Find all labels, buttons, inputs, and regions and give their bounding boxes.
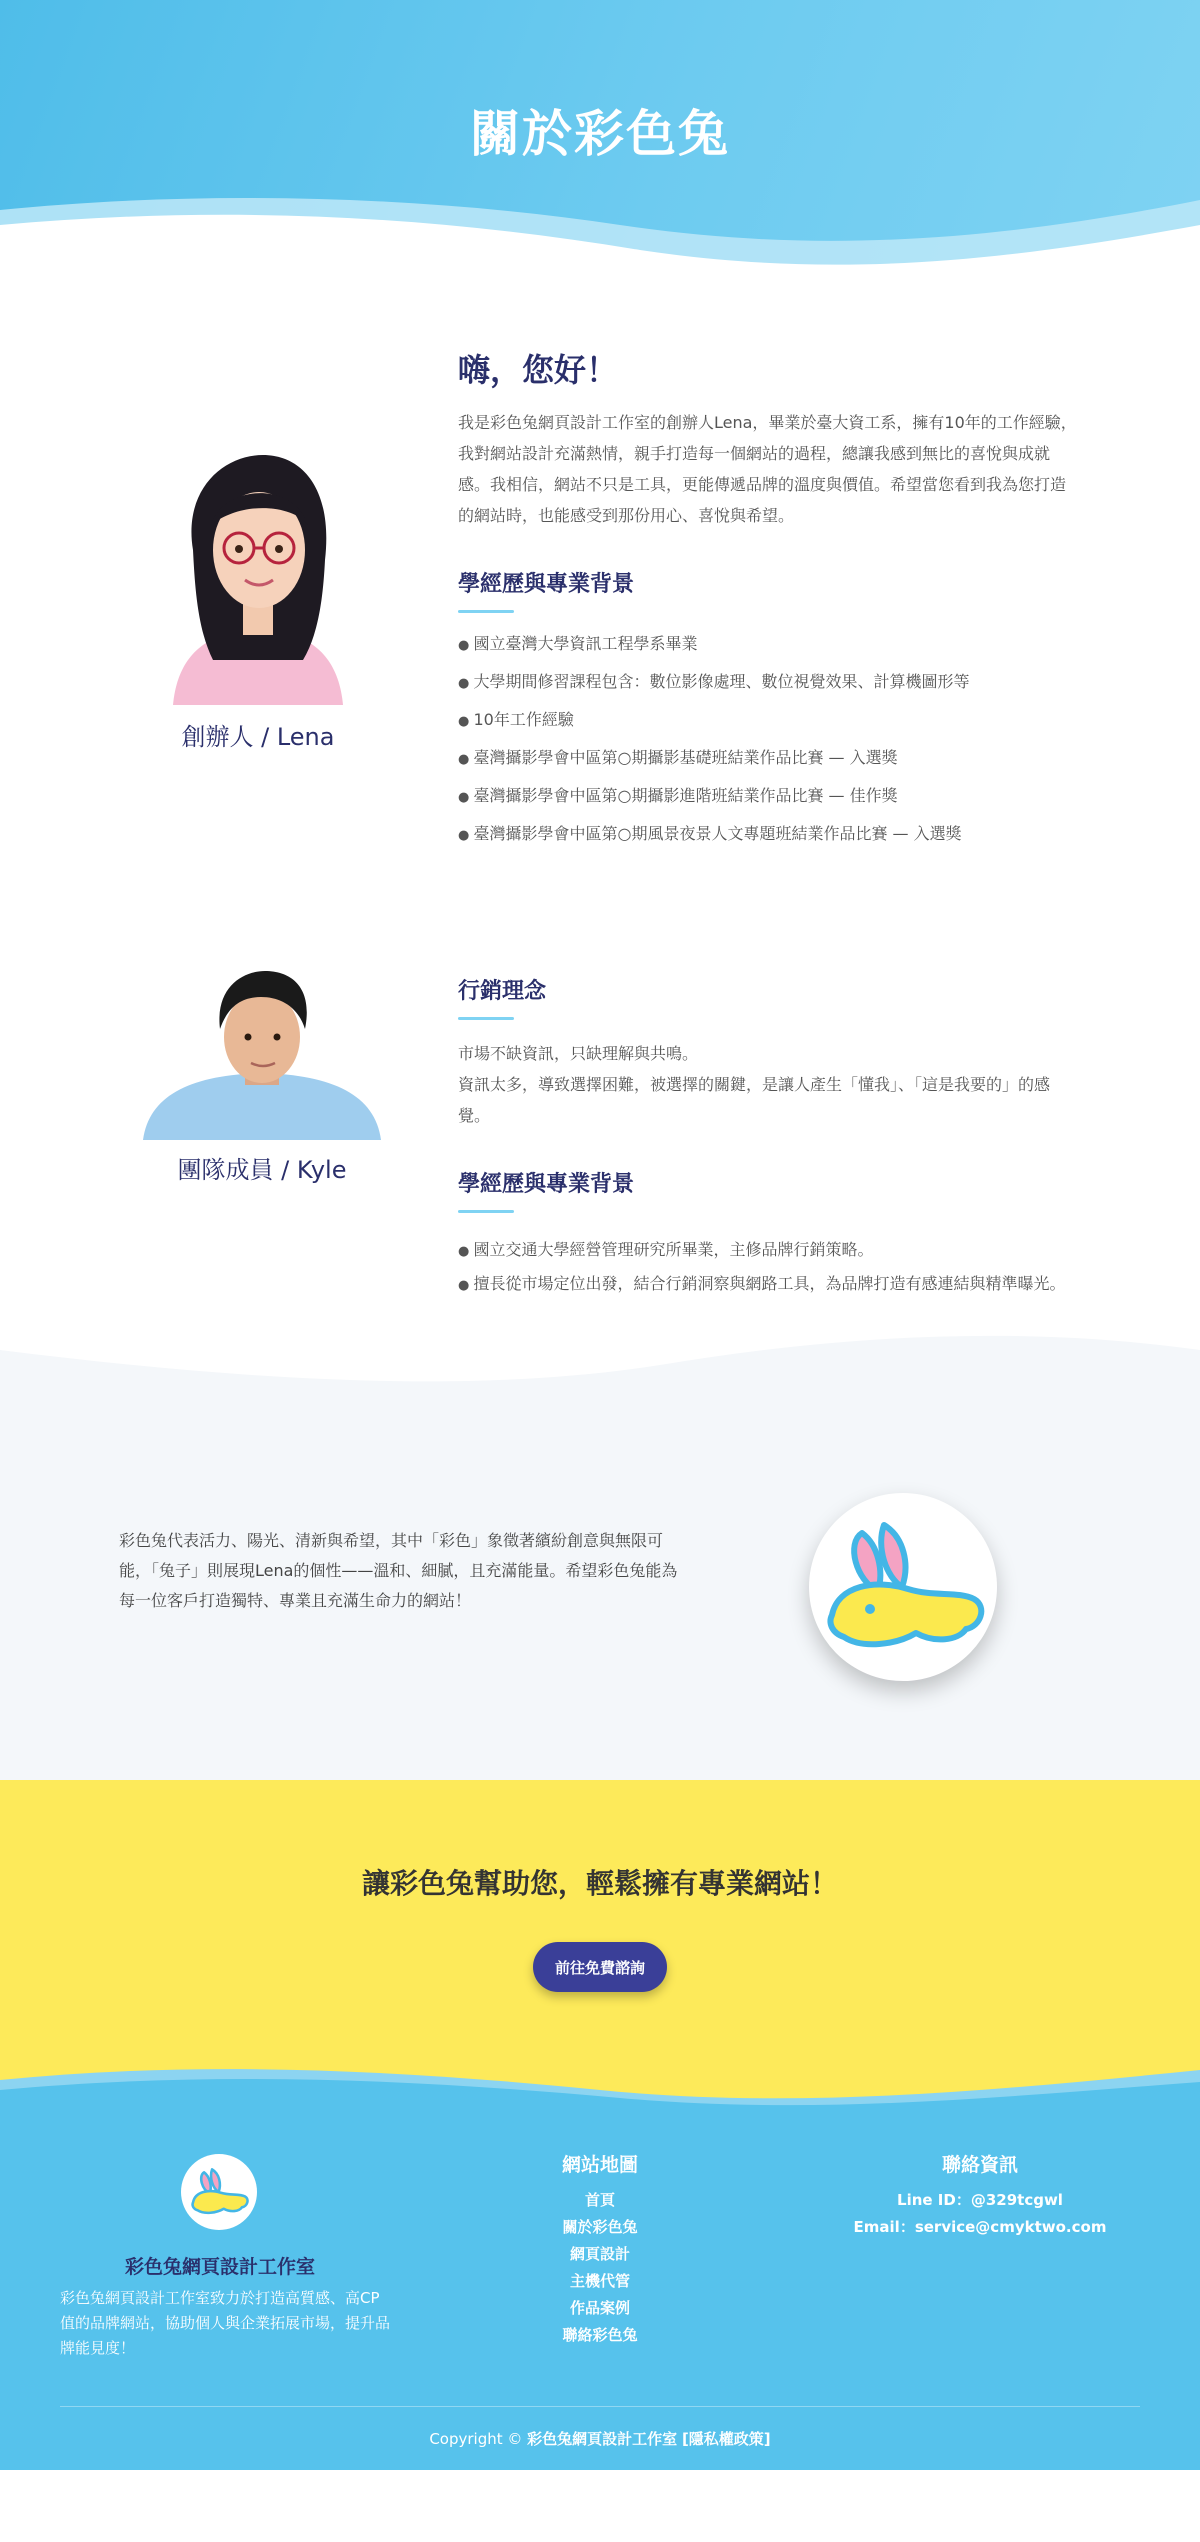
list-item: ● 臺灣攝影學會中區第○期風景夜景人文專題班結業作品比賽 — 入選獎: [458, 823, 1078, 847]
founder-background-list: [458, 633, 1078, 847]
cta-heading: 讓彩色兔幫助您，輕鬆擁有專業網站！: [361, 1867, 838, 1900]
list-item: ● 10年工作經驗: [458, 709, 1078, 733]
brand-logo: [809, 1493, 997, 1681]
copyright-studio-link[interactable]: 彩色兔網頁設計工作室: [527, 2430, 678, 2448]
philosophy-title: 行銷理念: [458, 979, 547, 1004]
brand-story-text: 彩色兔代表活力、陽光、清新與希望，其中「彩色」象徵著繽紛創意與無限可能，「兔子」則展現Lena的個性——溫和、細膩，且充滿能量。希望彩色兔能為每一位客戶打造獨特、專業且充滿生命力的網站！: [119, 1531, 678, 1610]
footer-logo[interactable]: [181, 2154, 257, 2230]
founder-section: [0, 300, 1200, 940]
footer-link-home[interactable]: 首頁: [584, 2191, 615, 2209]
page-title: 關於彩色兔: [470, 105, 730, 163]
contact-email[interactable]: Email：service@cmyktwo.com: [853, 2218, 1107, 2236]
philosophy-line: 資訊太多，導致選擇困難，被選擇的關鍵，是讓人產生「懂我」、「這是我要的」的感覺。: [458, 1075, 1051, 1125]
member-background-title: 學經歷與專業背景: [458, 1172, 635, 1197]
copyright: [0, 2428, 1200, 2449]
brand-story-section: [0, 1330, 1200, 1780]
sitemap-title: 網站地圖: [561, 2154, 638, 2176]
member-role: 團隊成員 / Kyle: [177, 1156, 347, 1184]
free-consultation-button[interactable]: 前往免費諮詢: [533, 1942, 667, 1992]
contact-title: 聯絡資訊: [941, 2154, 1018, 2176]
founder-photo: [153, 430, 363, 705]
member-section: [0, 940, 1200, 1330]
list-item: ● 臺灣攝影學會中區第○期攝影進階班結業作品比賽 — 佳作獎: [458, 785, 1078, 809]
site-footer: [0, 2110, 1200, 2470]
list-item: ● 臺灣攝影學會中區第○期攝影基礎班結業作品比賽 — 入選獎: [458, 747, 1078, 771]
footer-sitemap: [500, 2150, 700, 2349]
contact-line-id[interactable]: Line ID：@329tcgwl: [897, 2191, 1063, 2209]
privacy-policy-link[interactable]: [隱私權政策]: [681, 2430, 771, 2448]
title-underline: [458, 610, 514, 613]
rainbow-rabbit-icon: [818, 1517, 988, 1657]
list-item: ● 擅長從市場定位出發，結合行銷洞察與網路工具，為品牌打造有感連結與精準曝光。: [458, 1275, 1078, 1294]
title-underline: [458, 1017, 514, 1020]
footer-studio-name: 彩色兔網頁設計工作室: [124, 2256, 315, 2278]
list-item: ● 國立交通大學經營管理研究所畢業，主修品牌行銷策略。: [458, 1239, 1078, 1263]
philosophy-line: 市場不缺資訊，只缺理解與共鳴。: [458, 1044, 699, 1063]
footer-link-portfolio[interactable]: 作品案例: [569, 2299, 630, 2317]
member-background-list: [458, 1239, 1078, 1294]
founder-role: 創辦人 / Lena: [181, 723, 335, 751]
story-wave: [0, 1330, 1200, 1400]
greeting-heading: 嗨，您好！: [458, 351, 619, 389]
footer-contact: [830, 2150, 1130, 2241]
footer-studio-description: 彩色兔網頁設計工作室致力於打造高質感、高CP值的品牌網站，協助個人與企業拓展市場，提升品牌能見度！: [60, 2289, 391, 2357]
footer-link-about[interactable]: 關於彩色兔: [562, 2218, 638, 2236]
title-underline: [458, 1210, 514, 1213]
footer-link-web-design[interactable]: 網頁設計: [569, 2245, 630, 2263]
footer-divider: [60, 2406, 1140, 2407]
member-photo: [143, 967, 381, 1140]
founder-intro: 我是彩色兔網頁設計工作室的創辦人Lena，畢業於臺大資工系，擁有10年的工作經驗，我對網站設計充滿熱情，親手打造每一個網站的過程，總讓我感到無比的喜悅與成就感。我相信，網站不只是工具，更能傳遞品牌的溫度與價值。希望當您看到我為您打造的網站時，也能感受到那份用心、喜悅與希望。: [458, 413, 1077, 525]
hero-wave: [0, 180, 1200, 300]
rainbow-rabbit-icon: [188, 2166, 250, 2218]
cta-wave: [0, 2060, 1200, 2110]
list-item: ● 大學期間修習課程包含：數位影像處理、數位視覺效果、計算機圖形等: [458, 671, 1078, 695]
founder-background-title: 學經歷與專業背景: [458, 572, 635, 597]
cta-section: [0, 1780, 1200, 2110]
list-item: ● 國立臺灣大學資訊工程學系畢業: [458, 633, 1078, 657]
hero-banner: [0, 0, 1200, 300]
footer-link-contact[interactable]: 聯絡彩色兔: [562, 2326, 638, 2344]
copyright-prefix: Copyright ©: [429, 2430, 528, 2448]
footer-link-hosting[interactable]: 主機代管: [569, 2272, 630, 2290]
